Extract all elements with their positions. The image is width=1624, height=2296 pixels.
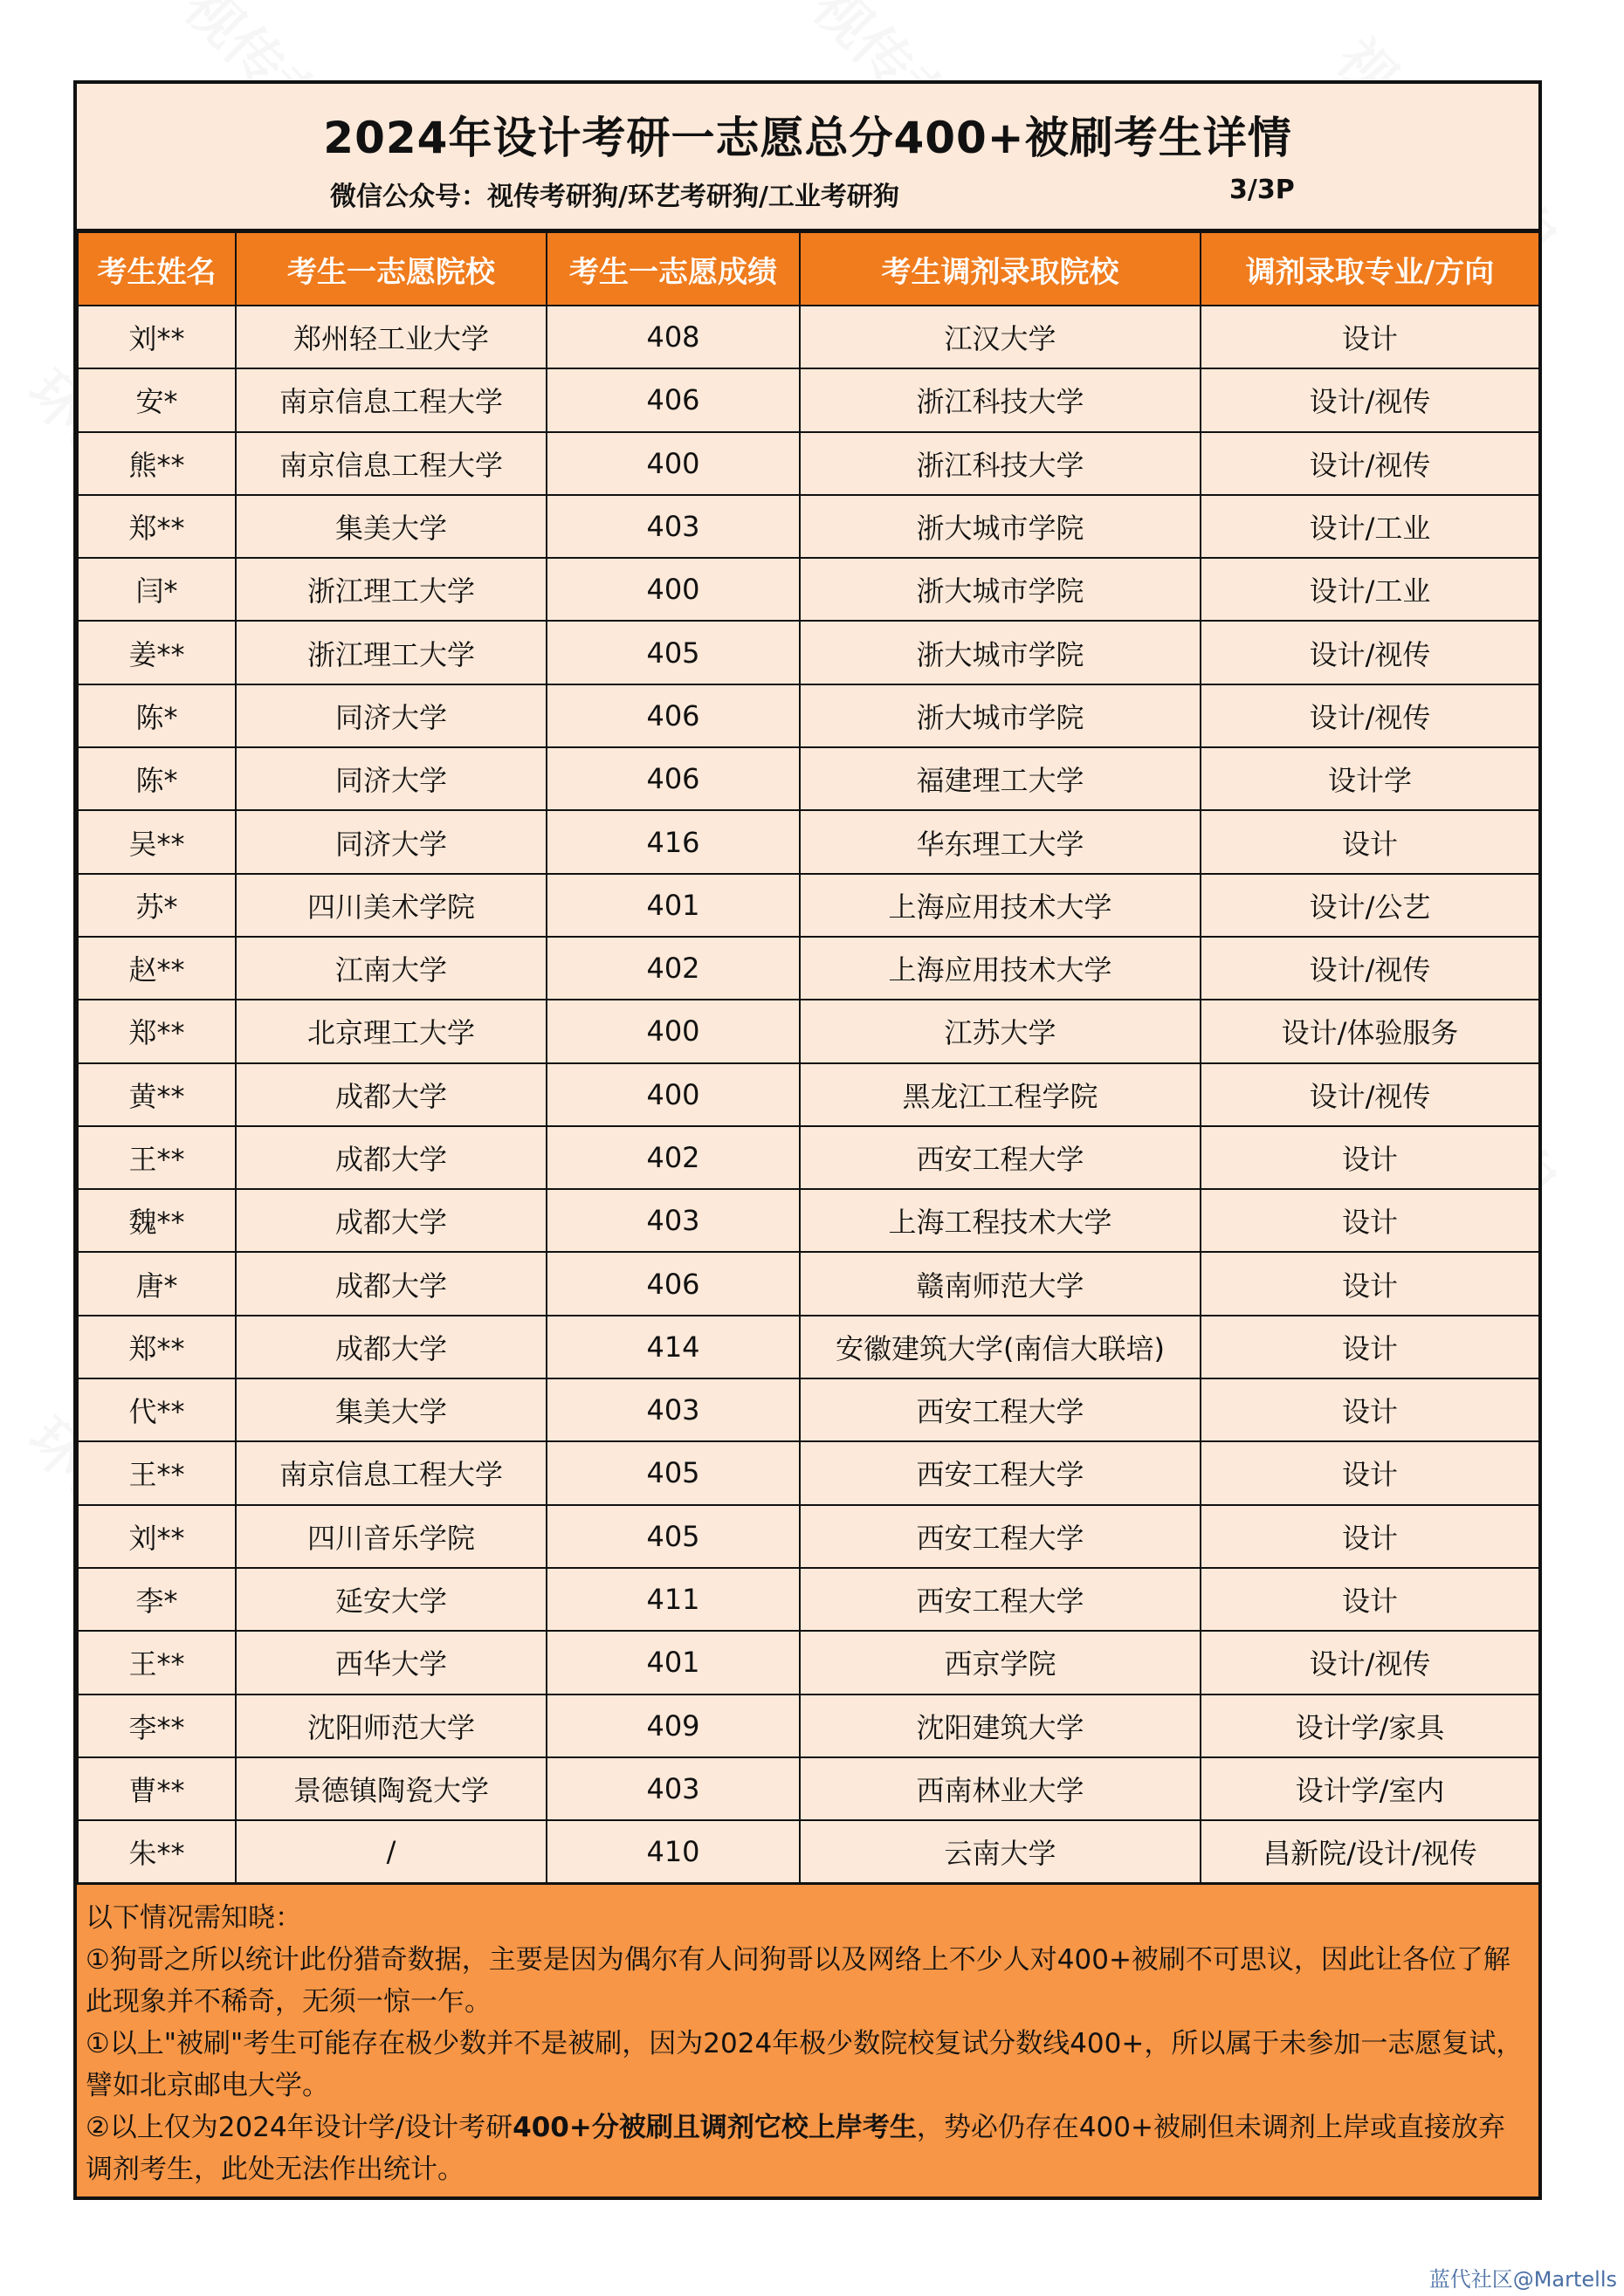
cell-name: 刘** [78, 306, 236, 368]
table-header-row [78, 232, 1539, 306]
cell-name: 李* [78, 1568, 236, 1631]
cell-admitted-major: 设计/公艺 [1201, 874, 1539, 937]
cell-admitted-school: 西安工程大学 [800, 1126, 1201, 1189]
cell-admitted-major: 设计/视传 [1201, 937, 1539, 1000]
cell-name: 王** [78, 1126, 236, 1189]
cell-admitted-school: 黑龙江工程学院 [800, 1063, 1201, 1126]
document-header [77, 84, 1538, 231]
cell-admitted-major: 设计/视传 [1201, 621, 1539, 684]
cell-admitted-school: 浙大城市学院 [800, 495, 1201, 558]
cell-name: 李** [78, 1695, 236, 1757]
cell-name: 姜** [78, 621, 236, 684]
cell-name: 苏* [78, 874, 236, 937]
cell-admitted-major: 设计 [1201, 1316, 1539, 1378]
cell-first-choice-school: 成都大学 [236, 1252, 547, 1315]
cell-admitted-major: 设计/视传 [1201, 1631, 1539, 1694]
cell-admitted-major: 设计学/室内 [1201, 1757, 1539, 1820]
cell-first-choice-school: 浙江理工大学 [236, 558, 547, 621]
table-row [78, 1126, 1539, 1189]
cell-admitted-major: 设计 [1201, 306, 1539, 368]
cell-name: 郑** [78, 1000, 236, 1062]
table-row [78, 747, 1539, 810]
cell-admitted-major: 设计/视传 [1201, 684, 1539, 747]
footer-credit: 蓝代社区@Martells [1428, 2267, 1617, 2292]
table-row [78, 1189, 1539, 1252]
table-row [78, 684, 1539, 747]
cell-admitted-major: 设计/工业 [1201, 558, 1539, 621]
cell-first-choice-school: 同济大学 [236, 810, 547, 873]
cell-admitted-school: 云南大学 [800, 1820, 1201, 1883]
cell-first-choice-score: 408 [547, 306, 800, 368]
cell-first-choice-score: 405 [547, 1505, 800, 1568]
cell-name: 曹** [78, 1757, 236, 1820]
cell-admitted-school: 福建理工大学 [800, 747, 1201, 810]
cell-name: 朱** [78, 1820, 236, 1883]
cell-name: 安* [78, 368, 236, 431]
cell-first-choice-school: 同济大学 [236, 747, 547, 810]
cell-first-choice-school: 成都大学 [236, 1126, 547, 1189]
cell-first-choice-school: 南京信息工程大学 [236, 432, 547, 495]
cell-name: 郑** [78, 1316, 236, 1378]
table-row [78, 810, 1539, 873]
cell-first-choice-school: 北京理工大学 [236, 1000, 547, 1062]
table-row [78, 937, 1539, 1000]
table-row [78, 1441, 1539, 1504]
cell-name: 黄** [78, 1063, 236, 1126]
cell-first-choice-school: 浙江理工大学 [236, 621, 547, 684]
cell-first-choice-score: 400 [547, 1000, 800, 1062]
cell-admitted-school: 上海工程技术大学 [800, 1189, 1201, 1252]
cell-admitted-major: 设计/体验服务 [1201, 1000, 1539, 1062]
cell-name: 代** [78, 1378, 236, 1441]
cell-admitted-major: 设计 [1201, 1126, 1539, 1189]
cell-first-choice-school: 集美大学 [236, 495, 547, 558]
cell-name: 熊** [78, 432, 236, 495]
cell-first-choice-school: 沈阳师范大学 [236, 1695, 547, 1757]
cell-first-choice-score: 400 [547, 558, 800, 621]
cell-admitted-school: 上海应用技术大学 [800, 937, 1201, 1000]
cell-first-choice-school: 景德镇陶瓷大学 [236, 1757, 547, 1820]
cell-first-choice-score: 411 [547, 1568, 800, 1631]
notes-section [77, 1882, 1538, 2196]
cell-first-choice-school: / [236, 1820, 547, 1883]
cell-admitted-school: 江汉大学 [800, 306, 1201, 368]
cell-first-choice-score: 406 [547, 747, 800, 810]
table-row [78, 621, 1539, 684]
table-row [78, 1505, 1539, 1568]
cell-first-choice-score: 416 [547, 810, 800, 873]
cell-admitted-school: 西安工程大学 [800, 1568, 1201, 1631]
column-header-admitted-major: 调剂录取专业/方向 [1201, 232, 1539, 306]
column-header-first-choice-score: 考生一志愿成绩 [547, 232, 800, 306]
wechat-subtitle: 微信公众号：视传考研狗/环艺考研狗/工业考研狗 [330, 182, 899, 212]
cell-admitted-school: 西安工程大学 [800, 1441, 1201, 1504]
cell-admitted-school: 安徽建筑大学(南信大联培) [800, 1316, 1201, 1378]
cell-first-choice-score: 403 [547, 495, 800, 558]
cell-first-choice-school: 南京信息工程大学 [236, 368, 547, 431]
column-header-admitted-school: 考生调剂录取院校 [800, 232, 1201, 306]
note-3 [86, 2107, 1530, 2190]
cell-first-choice-school: 延安大学 [236, 1568, 547, 1631]
cell-first-choice-school: 江南大学 [236, 937, 547, 1000]
cell-name: 王** [78, 1441, 236, 1504]
cell-first-choice-score: 403 [547, 1189, 800, 1252]
cell-admitted-school: 浙江科技大学 [800, 432, 1201, 495]
cell-admitted-major: 设计/视传 [1201, 432, 1539, 495]
note-3-post: ，势必仍存在400+被刷但未调剂上岸或直接放弃调剂考生，此处无法作出统计。 [86, 2112, 1505, 2185]
cell-first-choice-score: 406 [547, 684, 800, 747]
candidates-table [77, 231, 1540, 1884]
table-row [78, 306, 1539, 368]
cell-admitted-major: 设计学/家具 [1201, 1695, 1539, 1757]
table-row [78, 1820, 1539, 1883]
cell-name: 赵** [78, 937, 236, 1000]
cell-first-choice-school: 郑州轻工业大学 [236, 306, 547, 368]
cell-admitted-major: 设计 [1201, 1441, 1539, 1504]
cell-admitted-school: 西京学院 [800, 1631, 1201, 1694]
cell-first-choice-school: 南京信息工程大学 [236, 1441, 547, 1504]
cell-admitted-major: 设计 [1201, 1505, 1539, 1568]
cell-admitted-major: 设计/视传 [1201, 1063, 1539, 1126]
cell-admitted-major: 设计/工业 [1201, 495, 1539, 558]
table-row [78, 1757, 1539, 1820]
cell-name: 吴** [78, 810, 236, 873]
document-sheet [73, 80, 1542, 2200]
table-row [78, 1063, 1539, 1126]
cell-admitted-school: 沈阳建筑大学 [800, 1695, 1201, 1757]
notes-heading: 以下情况需知晓： [86, 1902, 302, 1934]
cell-first-choice-school: 同济大学 [236, 684, 547, 747]
cell-admitted-school: 江苏大学 [800, 1000, 1201, 1062]
cell-first-choice-school: 集美大学 [236, 1378, 547, 1441]
table-row [78, 1631, 1539, 1694]
cell-admitted-school: 浙大城市学院 [800, 621, 1201, 684]
cell-admitted-major: 设计 [1201, 1189, 1539, 1252]
column-header-name: 考生姓名 [78, 232, 236, 306]
cell-admitted-major: 昌新院/设计/视传 [1201, 1820, 1539, 1883]
cell-first-choice-score: 405 [547, 621, 800, 684]
cell-first-choice-score: 403 [547, 1378, 800, 1441]
note-3-pre: ②以上仅为2024年设计学/设计考研 [86, 2112, 513, 2143]
cell-admitted-school: 西南林业大学 [800, 1757, 1201, 1820]
table-body [78, 306, 1539, 1883]
table-row [78, 432, 1539, 495]
cell-first-choice-score: 410 [547, 1820, 800, 1883]
cell-admitted-major: 设计/视传 [1201, 368, 1539, 431]
table-row [78, 874, 1539, 937]
page-number: 3/3P [1229, 175, 1295, 205]
cell-admitted-school: 西安工程大学 [800, 1505, 1201, 1568]
note-2: ①以上"被刷"考生可能存在极少数并不是被刷，因为2024年极少数院校复试分数线400+，所以属于未参加一志愿复试，譬如北京邮电大学。 [86, 2028, 1524, 2101]
cell-first-choice-score: 402 [547, 937, 800, 1000]
cell-first-choice-school: 成都大学 [236, 1063, 547, 1126]
cell-first-choice-score: 403 [547, 1757, 800, 1820]
column-header-first-choice-school: 考生一志愿院校 [236, 232, 547, 306]
cell-admitted-school: 浙江科技大学 [800, 368, 1201, 431]
cell-first-choice-score: 400 [547, 1063, 800, 1126]
cell-first-choice-school: 四川美术学院 [236, 874, 547, 937]
cell-first-choice-school: 四川音乐学院 [236, 1505, 547, 1568]
cell-first-choice-school: 成都大学 [236, 1316, 547, 1378]
cell-admitted-major: 设计 [1201, 1378, 1539, 1441]
table-row [78, 1695, 1539, 1757]
cell-first-choice-school: 成都大学 [236, 1189, 547, 1252]
cell-name: 陈* [78, 747, 236, 810]
cell-first-choice-score: 400 [547, 432, 800, 495]
cell-name: 刘** [78, 1505, 236, 1568]
cell-first-choice-score: 406 [547, 1252, 800, 1315]
cell-admitted-school: 浙大城市学院 [800, 684, 1201, 747]
cell-name: 王** [78, 1631, 236, 1694]
cell-first-choice-score: 409 [547, 1695, 800, 1757]
cell-name: 郑** [78, 495, 236, 558]
cell-first-choice-score: 402 [547, 1126, 800, 1189]
note-1: ①狗哥之所以统计此份猎奇数据，主要是因为偶尔有人问狗哥以及网络上不少人对400+被刷不可思议，因此让各位了解此现象并不稀奇，无须一惊一乍。 [86, 1944, 1510, 2018]
cell-admitted-school: 西安工程大学 [800, 1378, 1201, 1441]
cell-name: 魏** [78, 1189, 236, 1252]
cell-name: 闫* [78, 558, 236, 621]
table-row [78, 1252, 1539, 1315]
cell-admitted-major: 设计 [1201, 810, 1539, 873]
table-row [78, 558, 1539, 621]
cell-name: 陈* [78, 684, 236, 747]
cell-first-choice-score: 414 [547, 1316, 800, 1378]
cell-first-choice-score: 401 [547, 1631, 800, 1694]
cell-first-choice-school: 西华大学 [236, 1631, 547, 1694]
cell-first-choice-score: 401 [547, 874, 800, 937]
cell-first-choice-score: 406 [547, 368, 800, 431]
table-row [78, 1000, 1539, 1062]
cell-first-choice-score: 405 [547, 1441, 800, 1504]
document-title: 2024年设计考研一志愿总分400+被刷考生详情 [323, 113, 1292, 163]
cell-admitted-school: 浙大城市学院 [800, 558, 1201, 621]
cell-name: 唐* [78, 1252, 236, 1315]
cell-admitted-major: 设计 [1201, 1252, 1539, 1315]
cell-admitted-major: 设计学 [1201, 747, 1539, 810]
table-row [78, 368, 1539, 431]
table-row [78, 1568, 1539, 1631]
cell-admitted-major: 设计 [1201, 1568, 1539, 1631]
cell-admitted-school: 赣南师范大学 [800, 1252, 1201, 1315]
table-row [78, 1316, 1539, 1378]
cell-admitted-school: 华东理工大学 [800, 810, 1201, 873]
cell-admitted-school: 上海应用技术大学 [800, 874, 1201, 937]
table-row [78, 495, 1539, 558]
note-3-bold: 400+分被刷且调剂它校上岸考生 [513, 2112, 917, 2143]
table-row [78, 1378, 1539, 1441]
